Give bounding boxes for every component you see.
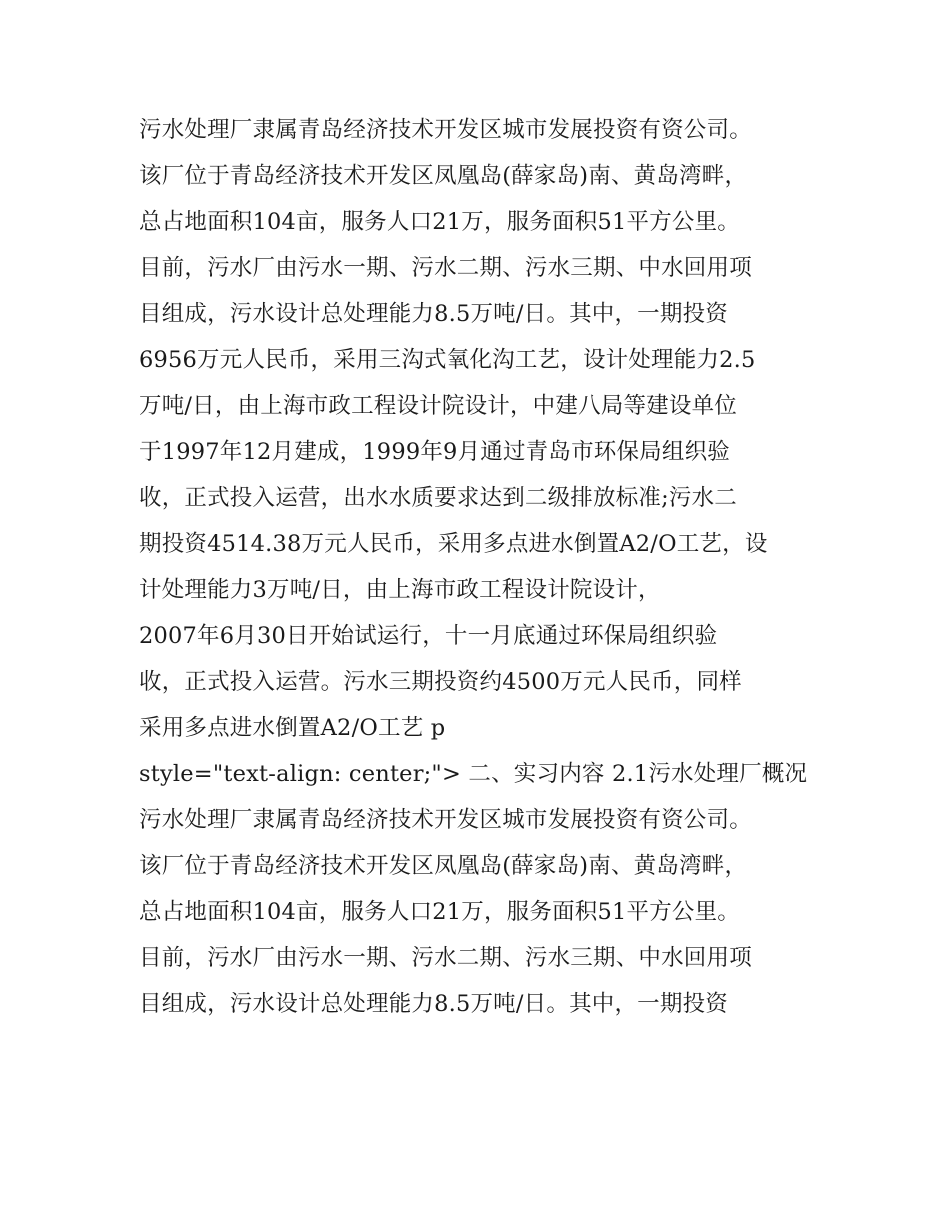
- text-line: 该厂位于青岛经济技术开发区凤凰岛(薛家岛)南、黄岛湾畔，: [139, 163, 748, 189]
- text-line: 污水处理厂隶属青岛经济技术开发区城市发展投资有资公司。: [139, 117, 752, 143]
- text-line: 期投资4514.38万元人民币，采用多点进水倒置A2/O工艺，设: [139, 531, 768, 557]
- text-line: 该厂位于青岛经济技术开发区凤凰岛(薛家岛)南、黄岛湾畔，: [139, 853, 748, 879]
- text-line: 计处理能力3万吨/日，由上海市政工程设计院设计，: [139, 577, 661, 603]
- text-line: 于1997年12月建成，1999年9月通过青岛市环保局组织验: [139, 439, 730, 465]
- text-line: 目组成，污水设计总处理能力8.5万吨/日。其中，一期投资: [139, 991, 728, 1017]
- text-line: 污水处理厂隶属青岛经济技术开发区城市发展投资有资公司。: [139, 807, 752, 833]
- text-line: 总占地面积104亩，服务人口21万，服务面积51平方公里。: [139, 899, 741, 925]
- text-line: 收，正式投入运营，出水水质要求达到二级排放标准;污水二: [139, 485, 737, 511]
- text-line: style="text-align: center;"> 二、实习内容 2.1污水处理厂概况: [139, 761, 808, 787]
- text-line: 2007年6月30日开始试运行，十一月底通过环保局组织验: [139, 623, 718, 649]
- text-line: 总占地面积104亩，服务人口21万，服务面积51平方公里。: [139, 209, 741, 235]
- text-line: 收，正式投入运营。污水三期投资约4500万元人民币，同样: [139, 669, 742, 695]
- text-line: 目组成，污水设计总处理能力8.5万吨/日。其中，一期投资: [139, 301, 728, 327]
- text-line: 万吨/日，由上海市政工程设计院设计，中建八局等建设单位: [139, 393, 737, 419]
- text-line: 目前，污水厂由污水一期、污水二期、污水三期、中水回用项: [139, 945, 752, 971]
- text-line: 目前，污水厂由污水一期、污水二期、污水三期、中水回用项: [139, 255, 752, 281]
- body-text: [139, 107, 839, 1027]
- text-line: 6956万元人民币，采用三沟式氧化沟工艺，设计处理能力2.5: [139, 347, 756, 373]
- text-line: 采用多点进水倒置A2/O工艺 p: [139, 715, 446, 741]
